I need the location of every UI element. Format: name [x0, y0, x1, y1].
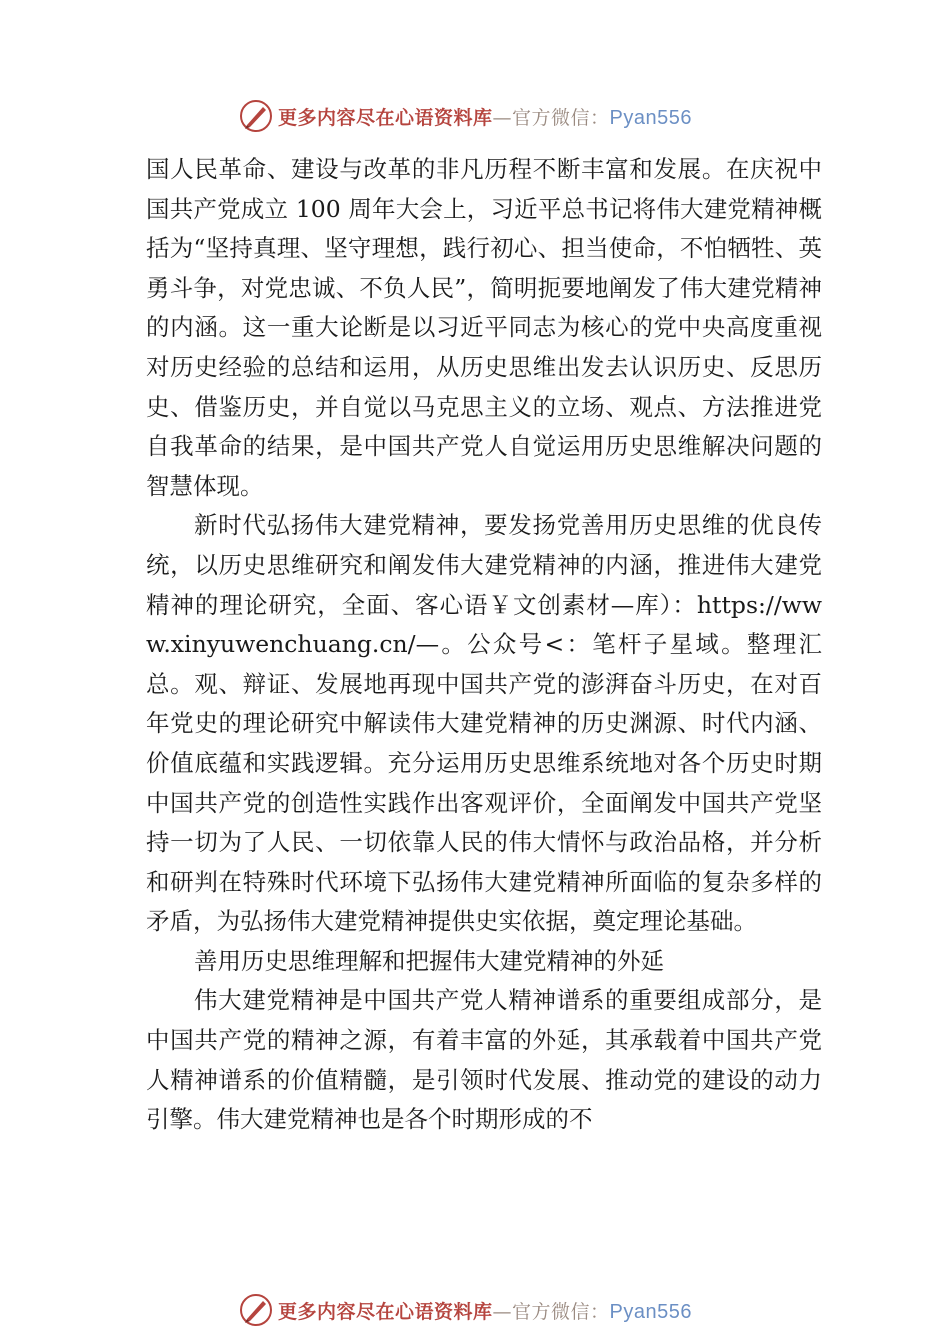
banner-title: 更多内容尽在心语资料库 — [278, 106, 493, 129]
paragraph-3: 伟大建党精神是中国共产党人精神谱系的重要组成部分，是中国共产党的精神之源，有着丰富的外延，其承载着中国共产党人精神谱系的价值精髓，是引领时代发展、推动党的建设的动力引擎。伟大建党精神也是各个时期形成的不 — [146, 986, 822, 1134]
banner-text — [278, 1297, 692, 1324]
banner-separator: — — [492, 1300, 513, 1323]
banner-label: 官方微信： — [512, 1300, 610, 1323]
banner-text — [278, 103, 692, 130]
paragraph-1: 国人民革命、建设与改革的非凡历程不断丰富和发展。在庆祝中国共产党成立 100 周年大会上，习近平总书记将伟大建党精神概括为“坚持真理、坚守理想，践行初心、担当使命，不怕牺牲、英勇斗争，对党忠诚、不负人民”，简明扼要地阐发了伟大建党精神的内涵。这一重大论断是以习近平同志为核心的党中央高度重视对历史经验的总结和运用，从历史思维出发去认识历史、反思历史、借鉴历史，并自觉以马克思主义的立场、观点、方法推进党自我革命的结果，是中国共产党人自觉运用历史思维解决问题的智慧体现。 — [146, 155, 822, 500]
document-body — [146, 150, 822, 1140]
header-banner — [238, 96, 692, 136]
section-heading: 善用历史思维理解和把握伟大建党精神的外延 — [194, 946, 664, 975]
banner-separator: — — [492, 106, 513, 129]
paragraph-2: 新时代弘扬伟大建党精神，要发扬党善用历史思维的优良传统，以历史思维研究和阐发伟大建党精神的内涵，推进伟大建党精神的理论研究，全面、客心语￥文创素材—库）：https://www.xinyuwenchuang.cn/—。公众号<：笔杆子星域。整理汇总。观、辩证、发展地再现中国共产党的澎湃奋斗历史，在对百年党史的理论研究中解读伟大建党精神的历史渊源、时代内涵、价值底蕴和实践逻辑。充分运用历史思维系统地对各个历史时期中国共产党的创造性实践作出客观评价，全面阐发中国共产党坚持一切为了人民、一切依靠人民的伟大情怀与政治品格，并分析和研判在特殊时代环境下弘扬伟大建党精神所面临的复杂多样的矛盾，为弘扬伟大建党精神提供史实依据，奠定理论基础。 — [146, 511, 822, 936]
footer-banner — [238, 1290, 692, 1330]
quill-pen-seal-icon — [238, 98, 274, 134]
banner-label: 官方微信： — [512, 106, 610, 129]
banner-title: 更多内容尽在心语资料库 — [278, 1300, 493, 1323]
quill-pen-seal-icon — [238, 1292, 274, 1328]
banner-wechat-id: Pyan556 — [609, 106, 692, 129]
banner-wechat-id: Pyan556 — [609, 1300, 692, 1323]
